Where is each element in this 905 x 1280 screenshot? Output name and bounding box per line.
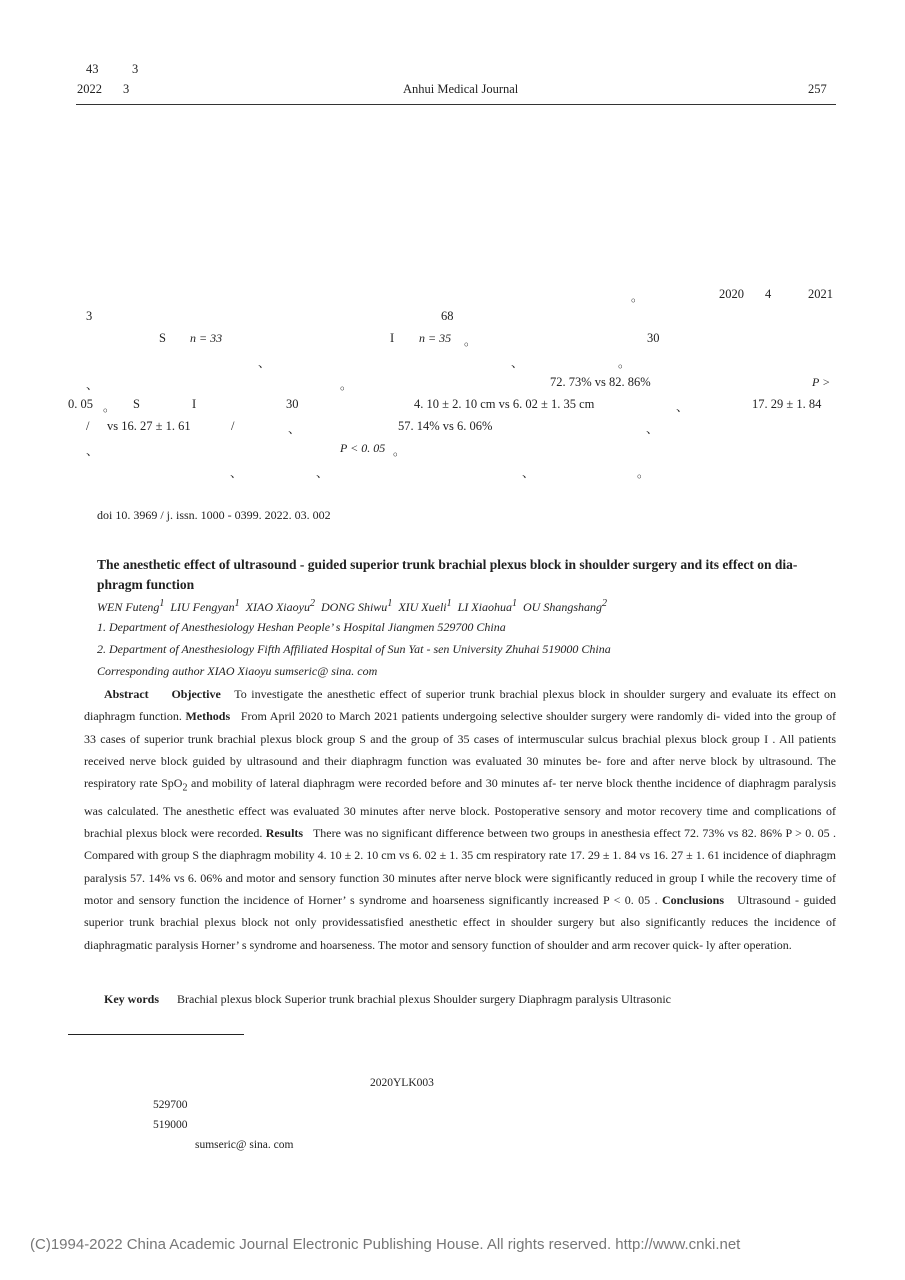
footnote-rule — [68, 1034, 244, 1035]
cn-group-s: S — [133, 397, 140, 411]
cn-year-end: 2021 — [808, 287, 833, 301]
cn-comma: 、 — [230, 466, 243, 480]
spo2-subscript: 2 — [182, 782, 188, 794]
journal-name: Anhui Medical Journal — [403, 82, 519, 96]
cn-comma: 、 — [86, 378, 99, 392]
objective-text: To investigate the anesthetic effect of superior trunk brachial plexus block in shoulder surgery and evaluate its effect on diaphragm function. — [84, 687, 836, 724]
cn-n-s: n = 33 — [190, 331, 223, 345]
issue-number: 3 — [132, 62, 139, 76]
author: DONG Shiwu$^1$ — [320, 598, 393, 614]
cn-comma: 、 — [522, 466, 535, 480]
cn-group-s: S — [159, 331, 166, 345]
grant-number: 2020YLK003 — [370, 1077, 434, 1089]
cn-comma: 、 — [86, 444, 99, 458]
conclusions-label: Conclusions — [662, 893, 725, 908]
cn-anesthesia-rates: 72. 73% vs 82. 86% — [550, 375, 651, 389]
cn-comma: 、 — [511, 356, 524, 370]
cn-p-value: P < 0. 05 — [340, 441, 386, 455]
volume-number: 43 — [86, 62, 99, 76]
page-number: 257 — [808, 82, 827, 96]
issue-number-secondary: 3 — [123, 82, 130, 96]
methods-label: Methods — [185, 709, 231, 724]
author: XIAO Xiaoyu$^2$ — [245, 598, 315, 614]
cn-group-i: I — [390, 331, 395, 345]
cn-comma: 、 — [676, 400, 689, 414]
cn-month-end: 3 — [86, 309, 93, 323]
publication-year: 2022 — [77, 82, 102, 96]
english-abstract — [84, 683, 836, 956]
header-rule — [76, 104, 836, 105]
results-label: Results — [265, 826, 304, 841]
author: OU Shangshang$^2$ — [522, 598, 607, 614]
author: XIU Xueli$^1$ — [398, 598, 452, 614]
author: LI Xiaohua$^1$ — [457, 598, 517, 614]
cn-mobility: 4. 10 ± 2. 10 cm vs 6. 02 ± 1. 35 cm — [414, 397, 595, 411]
cn-comma: 、 — [316, 466, 329, 480]
corresponding-author: Corresponding author XIAO Xiaoyu sumseric@ sina. com — [97, 664, 378, 678]
cn-slash: / — [86, 419, 90, 433]
author: WEN Futeng$^1$ — [97, 598, 165, 614]
cn-rr-comparison: vs 16. 27 ± 1. 61 — [107, 419, 191, 433]
methods-text: From April 2020 to March 2021 patients undergoing selective shoulder surgery were randomly di- vided into the group of 33 cases of superior trunk brachial plexus block group S and the group of 35 cases of intermuscular sulcus brachial plexus block group I . All patients received nerve block guided by ultrasound and their diaphragm function was evaluated 30 minutes be- fore and after nerve block by ultrasound. The respiratory rate SpO — [84, 709, 837, 791]
keywords — [104, 992, 671, 1007]
cn-period: 。 — [393, 444, 406, 458]
doi: doi 10. 3969 / j. issn. 1000 - 0399. 2022. 03. 002 — [97, 508, 331, 522]
affiliation-2: 2. Department of Anesthesiology Fifth Affiliated Hospital of Sun Yat - sen University Zhuhai 519000 China — [97, 642, 611, 656]
postal-code-2: 519000 — [153, 1119, 188, 1131]
cn-minutes: 30 — [286, 397, 299, 411]
author-list — [97, 598, 607, 615]
cn-p-number: 0. 05 — [68, 397, 93, 411]
cn-year-start: 2020 — [719, 287, 744, 301]
cn-comma: 、 — [646, 422, 659, 436]
cn-mark: 。 — [631, 290, 644, 304]
author: LIU Fengyan$^1$ — [170, 598, 240, 614]
cn-period: 。 — [618, 356, 631, 370]
cn-period: 。 — [637, 466, 650, 480]
cn-period: 。 — [103, 400, 116, 414]
postal-code-1: 529700 — [153, 1099, 188, 1111]
cn-month-start: 4 — [765, 287, 772, 301]
cn-group-i: I — [192, 397, 197, 411]
keywords-label: Key words — [104, 992, 159, 1006]
abstract-label: Abstract — [104, 687, 149, 701]
cn-period: 。 — [340, 378, 353, 392]
copyright-notice: (C)1994-2022 China Academic Journal Electronic Publishing House. All rights reserved. http://www.cnki.net — [30, 1236, 741, 1253]
objective-label: Objective — [171, 687, 221, 701]
conclusions-text: Ultrasound - guided superior trunk brachial plexus block not only providessatisfied anesthetic effect in shoulder surgery but also significantly reduces the incidence of diaphragmatic paralysis Horner’ s syndrome and hoarseness. The motor and sensory function of shoulder and arm recover quick- ly after operation. — [84, 893, 837, 952]
cn-comma: 、 — [288, 422, 301, 436]
methods-text-continued: and mobility of lateral diaphragm were recorded before and 30 minutes af- ter nerve block thenthe incidence of diaphragm paralysis was calculated. The anesthetic effect was evaluated 30 minutes after nerve block. Postoperative sensory and motor recovery time and complications of brachial plexus block were recorded. — [84, 776, 836, 841]
cn-slash: / — [231, 419, 235, 433]
english-title: The anesthetic effect of ultrasound - guided superior trunk brachial plexus block in shoulder surgery and its effect on dia- phragm function — [97, 557, 798, 592]
cn-p-value: P > — [812, 375, 831, 389]
cn-paralysis-rates: 57. 14% vs 6. 06% — [398, 419, 493, 433]
cn-n-i: n = 35 — [419, 331, 452, 345]
cn-total: 68 — [441, 309, 454, 323]
corresponding-email: sumseric@ sina. com — [195, 1139, 294, 1151]
cn-respiratory-rate: 17. 29 ± 1. 84 — [752, 397, 822, 411]
results-text: There was no significant difference between two groups in anesthesia effect 72. 73% vs 82. 86% P > 0. 05 . Compared with group S the diaphragm mobility 4. 10 ± 2. 10 cm vs 6. 02 ± 1. 35 cm respiratory rate 17. 29 ± 1. 84 vs 16. 27 ± 1. 61 incidence of diaphragm paralysis 57. 14% vs 6. 06% and motor and sensory function 30 minutes after nerve block were significantly reduced in group I while the recovery time of motor and sensory function the incidence of Horner’ s syndrome and hoarseness significantly increased P < 0. 05 . — [84, 826, 836, 908]
cn-comma: 、 — [258, 356, 271, 370]
affiliation-1: 1. Department of Anesthesiology Heshan People’ s Hospital Jiangmen 529700 China — [97, 620, 506, 634]
cn-minutes: 30 — [647, 331, 660, 345]
keywords-text: Brachial plexus block Superior trunk brachial plexus Shoulder surgery Diaphragm paralysis Ultrasonic — [177, 992, 671, 1006]
cn-period: 。 — [464, 334, 477, 348]
